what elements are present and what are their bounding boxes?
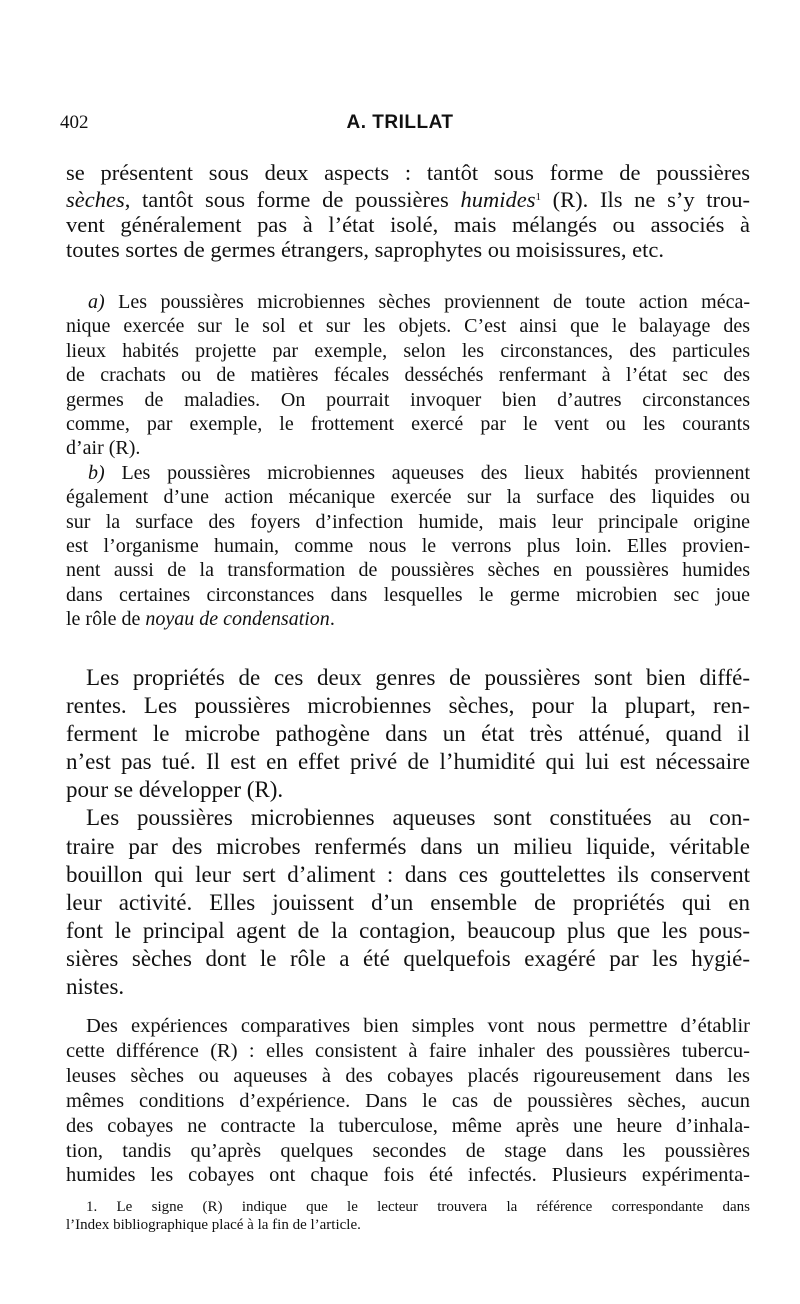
footnote-line: l’Index bibliographique placé à la fin de l’article. xyxy=(66,1217,361,1233)
text-run: Les poussières microbiennes aqueuses sont constituées au con- xyxy=(86,805,750,831)
text-line: cette différence (R) : elles consistent à faire inhaler des poussières tubercu- xyxy=(66,1039,750,1062)
text-line: leuses sèches ou aqueuses à des cobayes placés rigoureusement dans les xyxy=(66,1064,750,1087)
text-line: toutes sortes de germes étrangers, saprophytes ou moisissures, etc. xyxy=(66,237,664,262)
text-line: nistes. xyxy=(66,974,125,1000)
text-line xyxy=(66,290,750,314)
text-run: 1. Le signe (R) indique que le lecteur trouvera la référence correspondante dans xyxy=(86,1199,750,1215)
text-run: Des expériences comparatives bien simples vont nous permettre d’établir xyxy=(86,1015,750,1037)
text-run: (R). Ils ne s’y trou- xyxy=(540,187,750,212)
italic-text: humides xyxy=(460,187,536,212)
text-run: , tantôt sous forme de poussières xyxy=(124,187,461,212)
text-line: n’est pas tué. Il est en effet privé de l’humidité qui lui est nécessaire xyxy=(66,749,750,775)
text-line: de crachats ou de matières fécales desséchés renfermant à l’état sec des xyxy=(66,364,750,387)
text-line: lieux habités projette par exemple, selon les circonstances, des particules xyxy=(66,339,750,362)
text-line: leur activité. Elles jouissent d’un ensemble de propriétés qui en xyxy=(66,889,750,915)
text-run: Les poussières microbiennes aqueuses des lieux habités proviennent xyxy=(104,461,750,484)
text-line: germes de maladies. On pourrait invoquer bien d’autres circonstances xyxy=(66,388,750,411)
italic-text: sèches xyxy=(66,187,125,212)
text-line: est l’organisme humain, comme nous le verrons plus loin. Elles provien- xyxy=(66,535,750,558)
page-number: 402 xyxy=(60,112,89,133)
text-line: pour se développer (R). xyxy=(66,777,284,803)
text-run: le rôle de xyxy=(66,608,146,631)
text-line xyxy=(66,607,750,631)
paragraph-main xyxy=(66,664,750,1001)
text-run: . xyxy=(329,608,335,631)
paragraph-experiment xyxy=(66,1014,750,1188)
text-line xyxy=(66,1014,750,1039)
text-line: nent aussi de la transformation de poussières sèches en poussières humides xyxy=(66,559,750,582)
text-line: se présentent sous deux aspects : tantôt sous forme de poussières xyxy=(66,160,750,185)
text-line: sur la surface des foyers d’infection humide, mais leur principale origine xyxy=(66,510,750,533)
paragraph-continuation xyxy=(66,160,750,262)
text-line: ferment le microbe pathogène dans un état très atténué, quand il xyxy=(66,721,750,747)
running-title: A. TRILLAT xyxy=(346,112,454,133)
text-run: Les poussières microbiennes sèches proviennent de toute action méca- xyxy=(104,291,750,313)
text-line: traire par des microbes renfermés dans un milieu liquide, véritable xyxy=(66,833,750,859)
footnote-line xyxy=(66,1198,750,1216)
text-line: tion, tandis qu’après quelques secondes de stage dans les poussières xyxy=(66,1139,750,1162)
list-label: b) xyxy=(88,461,105,484)
text-line xyxy=(66,664,750,692)
text-line: humides les cobayes ont chaque fois été infectés. Plusieurs expérimenta- xyxy=(66,1164,750,1187)
text-line: vent généralement pas à l’état isolé, mais mélangés ou associés à xyxy=(66,212,750,237)
text-line: mêmes conditions d’expérience. Dans le cas de poussières sèches, aucun xyxy=(66,1089,750,1112)
text-line: sières sèches dont le rôle a été quelquefois exagéré par les hygié- xyxy=(66,945,750,971)
italic-text: noyau de condensation xyxy=(145,608,330,631)
footnote xyxy=(66,1198,750,1234)
text-line xyxy=(66,804,750,832)
footnote-marker: 1 xyxy=(535,191,541,203)
text-line xyxy=(66,461,750,485)
text-line: dans certaines circonstances dans lesquelles le germe microbien sec joue xyxy=(66,583,750,606)
text-run: Les propriétés de ces deux genres de poussières sont bien diffé- xyxy=(86,665,750,690)
text-line: également d’une action mécanique exercée sur la surface des liquides ou xyxy=(66,486,750,509)
text-line: d’air (R). xyxy=(66,437,141,460)
paragraph-small-print xyxy=(66,290,750,632)
text-line: nique exercée sur le sol et sur les objets. C’est ainsi que le balayage des xyxy=(66,315,750,338)
list-label: a) xyxy=(88,291,105,313)
text-line: bouillon qui leur sert d’aliment : dans ces gouttelettes ils conservent xyxy=(66,861,750,887)
text-line: des cobayes ne contracte la tuberculose, même après une heure d’inhala- xyxy=(66,1114,750,1137)
text-line: rentes. Les poussières microbiennes sèches, pour la plupart, ren- xyxy=(66,693,750,719)
text-line: font le principal agent de la contagion, beaucoup plus que les pous- xyxy=(66,917,750,943)
text-line: comme, par exemple, le frottement exercé par le vent ou les courants xyxy=(66,413,750,436)
text-line xyxy=(66,185,750,212)
